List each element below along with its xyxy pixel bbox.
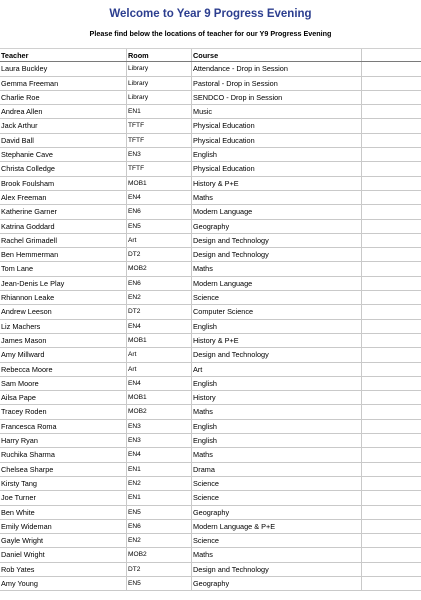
table-row (0, 234, 421, 248)
empty-cell (362, 162, 421, 175)
room-cell: MOB2 (127, 262, 192, 275)
table-row (0, 177, 421, 191)
course-cell: Modern Language (192, 205, 362, 218)
empty-cell (362, 191, 421, 204)
teacher-cell: Rachel Grimadell (0, 234, 127, 247)
teacher-cell: Chelsea Sharpe (0, 463, 127, 476)
teacher-cell: Amy Young (0, 577, 127, 590)
column-header-teacher: Teacher (0, 49, 127, 61)
empty-cell (362, 119, 421, 132)
table-body (0, 62, 421, 591)
table-row (0, 277, 421, 291)
table-row (0, 548, 421, 562)
teacher-cell: Liz Machers (0, 320, 127, 333)
teacher-cell: Rebecca Moore (0, 363, 127, 376)
teacher-cell: Emily Wideman (0, 520, 127, 533)
empty-cell (362, 177, 421, 190)
table-row (0, 405, 421, 419)
course-cell: Design and Technology (192, 234, 362, 247)
empty-cell (362, 320, 421, 333)
table-row (0, 262, 421, 276)
empty-cell (362, 391, 421, 404)
course-cell: Maths (192, 548, 362, 561)
course-cell: Attendance - Drop in Session (192, 62, 362, 75)
room-cell: TFTF (127, 134, 192, 147)
page-title: Welcome to Year 9 Progress Evening (109, 8, 312, 20)
table-row (0, 162, 421, 176)
table-row (0, 291, 421, 305)
course-cell: Design and Technology (192, 563, 362, 576)
empty-cell (362, 220, 421, 233)
empty-cell (362, 363, 421, 376)
teacher-cell: Alex Freeman (0, 191, 127, 204)
empty-cell (362, 348, 421, 361)
teacher-cell: Ruchika Sharma (0, 448, 127, 461)
empty-cell (362, 491, 421, 504)
room-cell: EN6 (127, 277, 192, 290)
teacher-cell: James Mason (0, 334, 127, 347)
room-cell: EN4 (127, 320, 192, 333)
room-cell: EN2 (127, 291, 192, 304)
course-cell: Science (192, 534, 362, 547)
empty-cell (362, 563, 421, 576)
teacher-cell: Brook Foulsham (0, 177, 127, 190)
teacher-cell: Andrea Allen (0, 105, 127, 118)
table-row (0, 305, 421, 319)
room-cell: EN6 (127, 205, 192, 218)
table-row (0, 434, 421, 448)
course-cell: Geography (192, 506, 362, 519)
empty-cell (362, 234, 421, 247)
empty-cell (362, 377, 421, 390)
empty-cell (362, 577, 421, 590)
course-cell: Maths (192, 405, 362, 418)
course-cell: Computer Science (192, 305, 362, 318)
course-cell: Drama (192, 463, 362, 476)
table-row (0, 377, 421, 391)
table-row (0, 62, 421, 76)
empty-cell (362, 105, 421, 118)
empty-cell (362, 434, 421, 447)
room-cell: Library (127, 62, 192, 75)
room-cell: EN4 (127, 377, 192, 390)
table-row (0, 563, 421, 577)
empty-cell (362, 277, 421, 290)
teacher-cell: Sam Moore (0, 377, 127, 390)
empty-cell (362, 62, 421, 75)
course-cell: Physical Education (192, 119, 362, 132)
room-cell: EN3 (127, 420, 192, 433)
course-cell: Music (192, 105, 362, 118)
course-cell: English (192, 148, 362, 161)
teacher-cell: Kirsty Tang (0, 477, 127, 490)
room-cell: Art (127, 234, 192, 247)
room-cell: EN5 (127, 577, 192, 590)
course-cell: English (192, 320, 362, 333)
room-cell: Library (127, 91, 192, 104)
empty-cell (362, 405, 421, 418)
empty-cell (362, 305, 421, 318)
teacher-cell: Ben White (0, 506, 127, 519)
course-cell: Maths (192, 262, 362, 275)
room-cell: DT2 (127, 248, 192, 261)
empty-cell (362, 262, 421, 275)
course-cell: Modern Language & P+E (192, 520, 362, 533)
room-cell: EN1 (127, 463, 192, 476)
teacher-location-table (0, 48, 421, 591)
course-cell: English (192, 377, 362, 390)
teacher-cell: Jean-Denis Le Play (0, 277, 127, 290)
table-row (0, 91, 421, 105)
room-cell: EN2 (127, 534, 192, 547)
column-header-room: Room (127, 49, 192, 61)
teacher-cell: Ailsa Pape (0, 391, 127, 404)
room-cell: Art (127, 363, 192, 376)
empty-cell (362, 448, 421, 461)
course-cell: Modern Language (192, 277, 362, 290)
room-cell: EN1 (127, 105, 192, 118)
table-row (0, 520, 421, 534)
room-cell: EN6 (127, 520, 192, 533)
teacher-cell: Christa Colledge (0, 162, 127, 175)
room-cell: EN5 (127, 506, 192, 519)
course-cell: Physical Education (192, 162, 362, 175)
empty-column-header (362, 49, 421, 61)
teacher-cell: Francesca Roma (0, 420, 127, 433)
room-cell: EN5 (127, 220, 192, 233)
course-cell: SENDCO - Drop in Session (192, 91, 362, 104)
empty-cell (362, 148, 421, 161)
course-cell: English (192, 420, 362, 433)
teacher-cell: Stephanie Cave (0, 148, 127, 161)
empty-cell (362, 520, 421, 533)
course-cell: Physical Education (192, 134, 362, 147)
room-cell: DT2 (127, 563, 192, 576)
empty-cell (362, 548, 421, 561)
room-cell: MOB2 (127, 405, 192, 418)
course-cell: History & P+E (192, 177, 362, 190)
room-cell: EN4 (127, 191, 192, 204)
column-header-course: Course (192, 49, 362, 61)
table-row (0, 77, 421, 91)
course-cell: Art (192, 363, 362, 376)
empty-cell (362, 248, 421, 261)
course-cell: Geography (192, 577, 362, 590)
table-row (0, 491, 421, 505)
empty-cell (362, 477, 421, 490)
teacher-cell: Katherine Garner (0, 205, 127, 218)
teacher-cell: Rob Yates (0, 563, 127, 576)
table-header-row (0, 48, 421, 62)
table-row (0, 334, 421, 348)
course-cell: History & P+E (192, 334, 362, 347)
table-row (0, 248, 421, 262)
table-row (0, 119, 421, 133)
teacher-cell: Daniel Wright (0, 548, 127, 561)
table-row (0, 534, 421, 548)
teacher-cell: Harry Ryan (0, 434, 127, 447)
empty-cell (362, 91, 421, 104)
empty-cell (362, 205, 421, 218)
teacher-cell: Andrew Leeson (0, 305, 127, 318)
room-cell: EN3 (127, 434, 192, 447)
teacher-cell: Tom Lane (0, 262, 127, 275)
table-row (0, 105, 421, 119)
table-row (0, 420, 421, 434)
table-row (0, 448, 421, 462)
course-cell: Science (192, 477, 362, 490)
room-cell: Library (127, 77, 192, 90)
course-cell: Design and Technology (192, 248, 362, 261)
course-cell: Science (192, 491, 362, 504)
empty-cell (362, 420, 421, 433)
room-cell: EN4 (127, 448, 192, 461)
table-row (0, 191, 421, 205)
table-row (0, 363, 421, 377)
room-cell: EN2 (127, 477, 192, 490)
room-cell: EN1 (127, 491, 192, 504)
empty-cell (362, 463, 421, 476)
table-row (0, 205, 421, 219)
table-row (0, 134, 421, 148)
course-cell: Geography (192, 220, 362, 233)
empty-cell (362, 506, 421, 519)
empty-cell (362, 334, 421, 347)
teacher-cell: Ben Hemmerman (0, 248, 127, 261)
table-row (0, 391, 421, 405)
empty-cell (362, 77, 421, 90)
teacher-cell: Joe Turner (0, 491, 127, 504)
table-row (0, 320, 421, 334)
room-cell: DT2 (127, 305, 192, 318)
course-cell: Design and Technology (192, 348, 362, 361)
course-cell: Science (192, 291, 362, 304)
page-subtitle: Please find below the locations of teacher for our Y9 Progress Evening (89, 29, 332, 38)
course-cell: Pastoral - Drop in Session (192, 77, 362, 90)
room-cell: TFTF (127, 162, 192, 175)
room-cell: MOB1 (127, 391, 192, 404)
course-cell: Maths (192, 448, 362, 461)
teacher-cell: David Ball (0, 134, 127, 147)
room-cell: MOB1 (127, 334, 192, 347)
teacher-cell: Rhiannon Leake (0, 291, 127, 304)
table-row (0, 506, 421, 520)
empty-cell (362, 291, 421, 304)
table-row (0, 220, 421, 234)
room-cell: EN3 (127, 148, 192, 161)
teacher-cell: Laura Buckley (0, 62, 127, 75)
teacher-cell: Jack Arthur (0, 119, 127, 132)
teacher-cell: Gemma Freeman (0, 77, 127, 90)
room-cell: MOB1 (127, 177, 192, 190)
room-cell: Art (127, 348, 192, 361)
table-row (0, 148, 421, 162)
course-cell: History (192, 391, 362, 404)
table-row (0, 577, 421, 591)
table-row (0, 348, 421, 362)
teacher-cell: Amy Millward (0, 348, 127, 361)
teacher-cell: Charlie Roe (0, 91, 127, 104)
course-cell: Maths (192, 191, 362, 204)
teacher-cell: Katrina Goddard (0, 220, 127, 233)
teacher-cell: Tracey Roden (0, 405, 127, 418)
course-cell: English (192, 434, 362, 447)
empty-cell (362, 134, 421, 147)
empty-cell (362, 534, 421, 547)
room-cell: TFTF (127, 119, 192, 132)
table-row (0, 463, 421, 477)
room-cell: MOB2 (127, 548, 192, 561)
table-row (0, 477, 421, 491)
teacher-cell: Gayle Wright (0, 534, 127, 547)
